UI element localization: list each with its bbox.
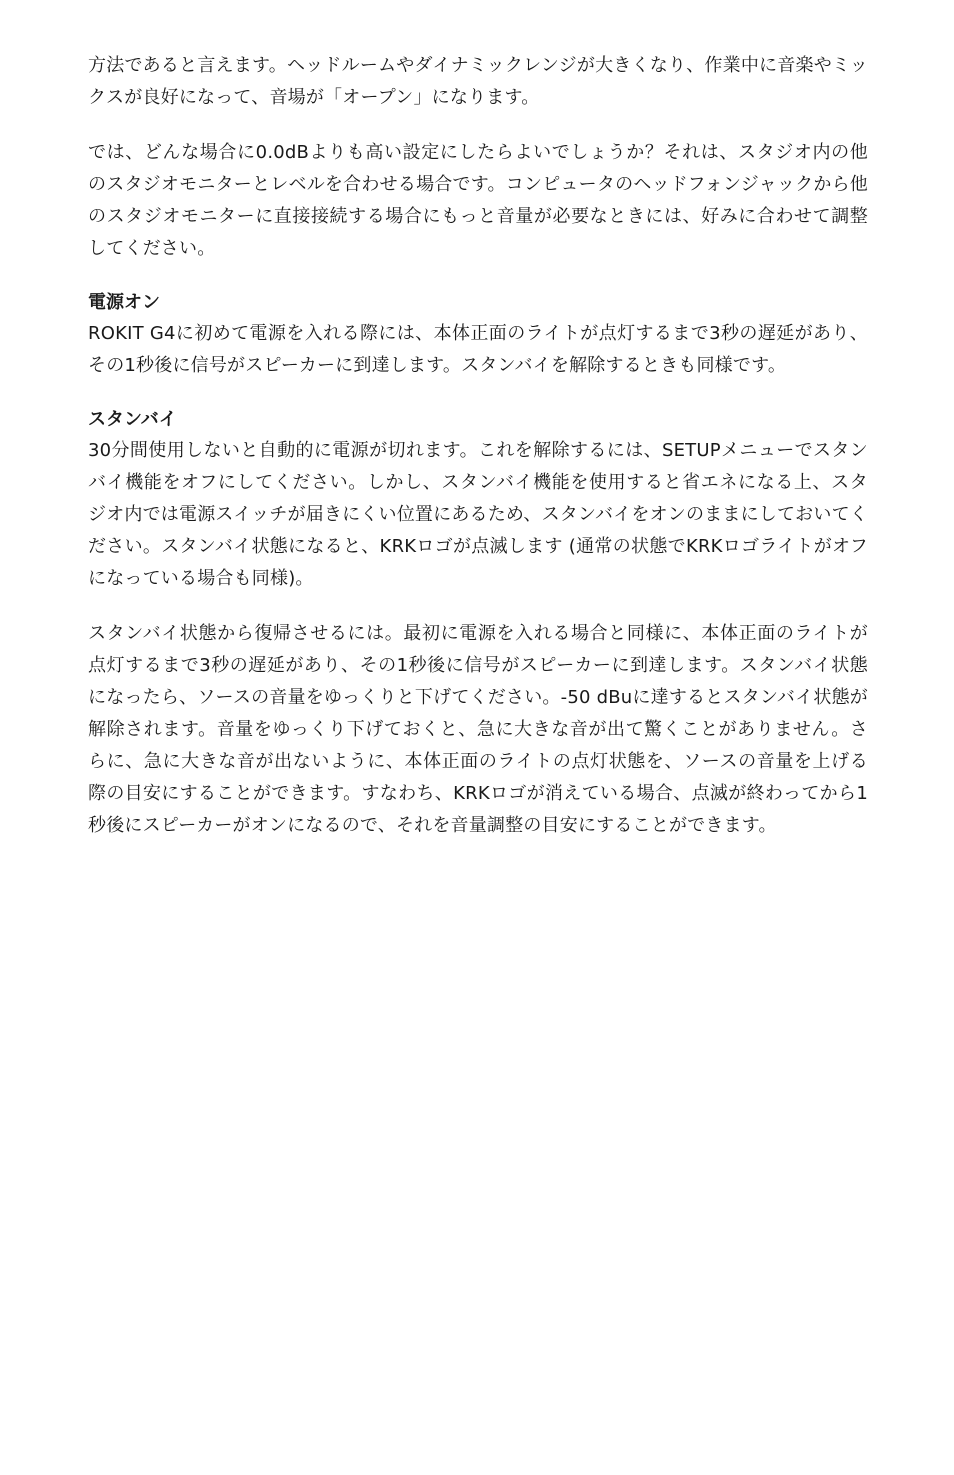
heading-standby: スタンバイ <box>88 409 177 430</box>
paragraph-level-setting: では、どんな場合に0.0dBよりも高い設定にしたらよいでしょうか？それは、スタジオ内の他のスタジオモニターとレベルを合わせる場合です。コンピュータのヘッドフォンジャックから他のスタジオモニターに直接接続する場合にもっと音量が必要なときには、好みに合わせて調整してください。 <box>88 142 868 259</box>
paragraph-power-on: ROKIT G4に初めて電源を入れる際には、本体正面のライトが点灯するまで3秒の遅延があり、その1秒後に信号がスピーカーに到達します。スタンバイを解除するときも同様です。 <box>88 323 868 376</box>
heading-power-on: 電源オン <box>88 292 160 313</box>
document-page <box>88 50 868 842</box>
paragraph-standby-recovery: スタンバイ状態から復帰させるには。最初に電源を入れる場合と同様に、本体正面のライトが点灯するまで3秒の遅延があり、その1秒後に信号がスピーカーに到達します。スタンバイ状態になったら、ソースの音量をゆっくりと下げてください。-50 dBuに達するとスタンバイ状態が解除されます。音量をゆっくり下げておくと、急に大きな音が出て驚くことがありません。さらに、急に大きな音が出ないように、本体正面のライトの点灯状態を、ソースの音量を上げる際の目安にすることができます。すなわち、KRKロゴが消えている場合、点滅が終わってから1秒後にスピーカーがオンになるので、それを音量調整の目安にすることができます。 <box>88 623 868 836</box>
paragraph-headroom: 方法であると言えます。ヘッドルームやダイナミックレンジが大きくなり、作業中に音楽やミックスが良好になって、音場が「オープン」になります。 <box>88 55 868 108</box>
paragraph-standby: 30分間使用しないと自動的に電源が切れます。これを解除するには、SETUPメニューでスタンバイ機能をオフにしてください。しかし、スタンバイ機能を使用すると省エネになる上、スタジオ内では電源スイッチが届きにくい位置にあるため、スタンバイをオンのままにしておいてください。スタンバイ状態になると、KRKロゴが点滅します (通常の状態でKRKロゴライトがオフになっている場合も同様)。 <box>88 440 868 589</box>
